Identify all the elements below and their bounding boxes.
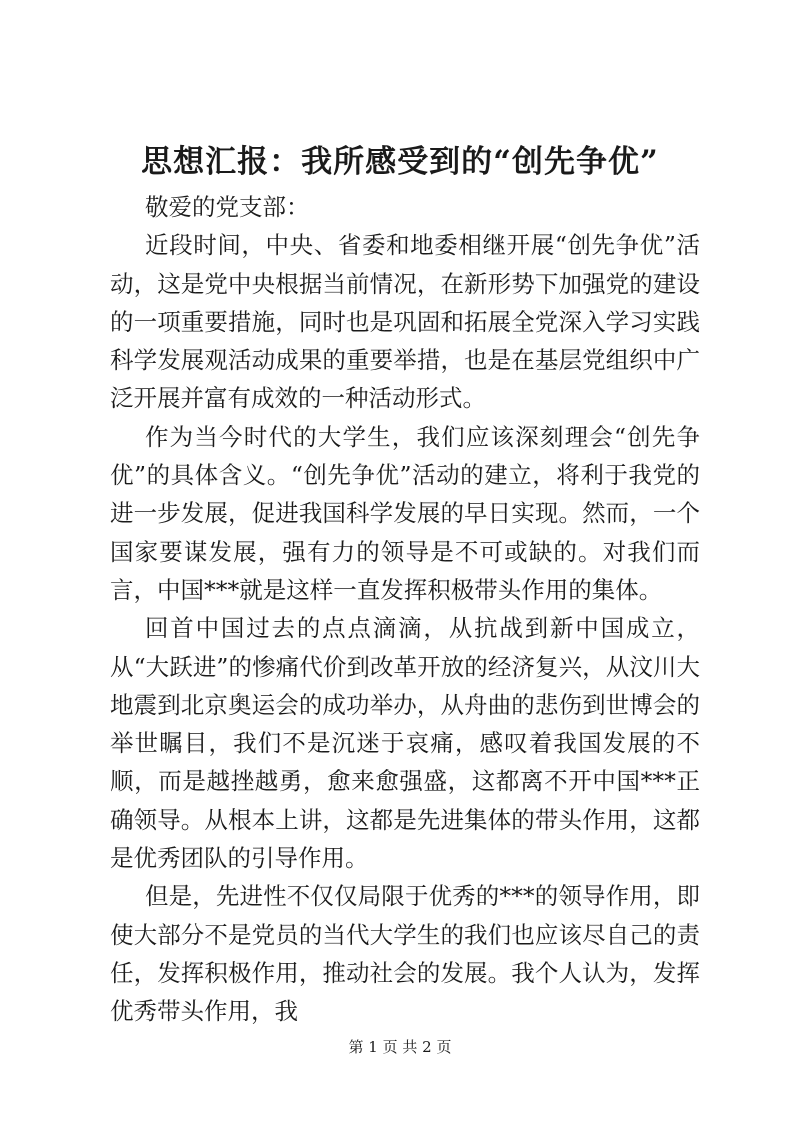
- document-body: [110, 188, 700, 1031]
- paragraph-1: 近段时间，中央、省委和地委相继开展“创先争优”活动，这是党中央根据当前情况，在新形势下加强党的建设的一项重要措施，同时也是巩固和拓展全党深入学习实践科学发展观活动成果的重要举措，也是在基层党组织中广泛开展并富有成效的一种活动形式。: [110, 231, 700, 413]
- page-number-footer: 第 1 页 共 2 页: [348, 1038, 452, 1056]
- paragraph-3: 回首中国过去的点点滴滴，从抗战到新中国成立，从“大跃进”的惨痛代价到改革开放的经济复兴，从汶川大地震到北京奥运会的成功举办，从舟曲的悲伤到世博会的举世瞩目，我们不是沉迷于哀痛，感叹着我国发展的不顺，而是越挫越勇，愈来愈强盛，这都离不开中国***正确领导。从根本上讲，这都是先进集体的带头作用，这都是优秀团队的引导作用。: [110, 614, 700, 873]
- document-title: 思想汇报：我所感受到的“创先争优”: [141, 144, 659, 180]
- salutation: 敬爱的党支部：: [145, 193, 310, 221]
- paragraph-2: 作为当今时代的大学生，我们应该深刻理会“创先争优”的具体含义。“创先争优”活动的建立，将利于我党的进一步发展，促进我国科学发展的早日实现。然而，一个国家要谋发展，强有力的领导是不可或缺的。对我们而言，中国***就是这样一直发挥积极带头作用的集体。: [110, 422, 700, 604]
- paragraph-4: 但是，先进性不仅仅局限于优秀的***的领导作用，即使大部分不是党员的当代大学生的我们也应该尽自己的责任，发挥积极作用，推动社会的发展。我个人认为，发挥优秀带头作用，我: [110, 882, 700, 1026]
